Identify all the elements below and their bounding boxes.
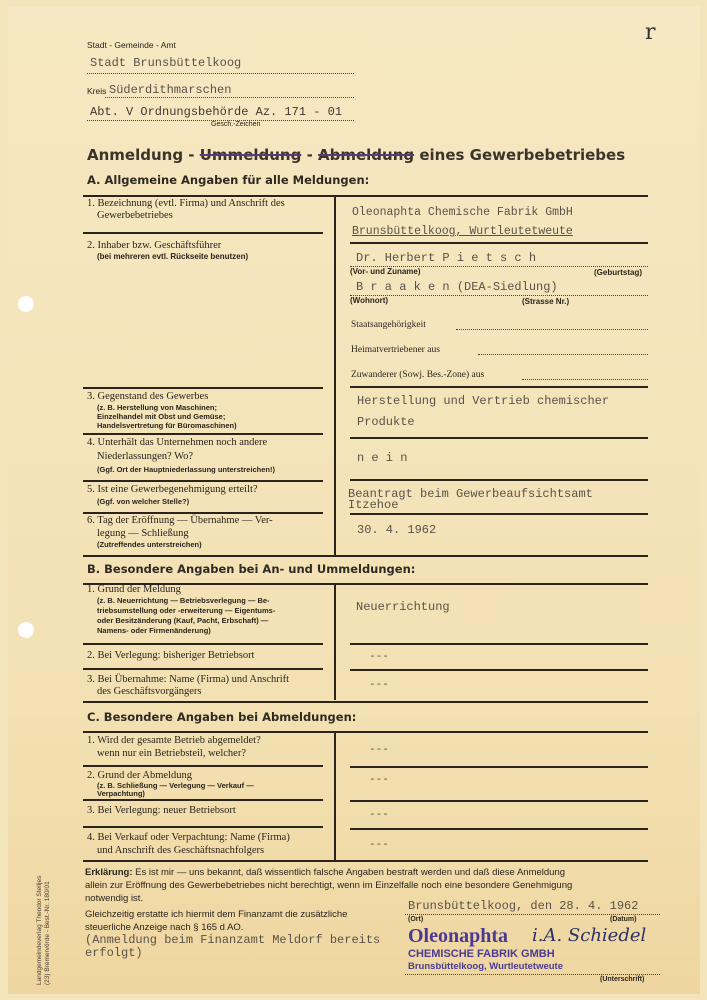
c2-note: (z. B. Schließung — Verlegung — Verkauf — Verpachtung) (97, 781, 254, 798)
form-title: Anmeldung - Ummeldung - Abmeldung eines Gewerbebetriebes (87, 146, 626, 164)
b1-note: (z. B. Neuerrichtung — Betriebsverlegung — Be- triebsumstellung oder -erweiterung — Eigentums- oder Besitzänderung (Kauf, Pacht, Erbschaft) — Namens- oder Firmenänderung) (97, 596, 276, 635)
a1-value: Brunsbüttelkoog, Wurtleutetweute (352, 225, 573, 238)
immigrant-field (522, 379, 648, 380)
birthday-label: (Geburtstag) (594, 268, 642, 277)
b2-label: 2. Bei Verlegung: bisheriger Betriebsort (87, 650, 255, 661)
section-a-heading: A. Allgemeine Angaben für alle Meldungen: (87, 173, 370, 187)
a5-note: (Ggf. von welcher Stelle?) (97, 497, 190, 506)
a4-note: (Ggf. Ort der Hauptniederlassung unterstreichen!) (97, 465, 275, 474)
a2-label: 2. Inhaber bzw. Geschäftsführer (87, 240, 222, 251)
c1-label: wenn nur ein Betriebsteil, welcher? (97, 748, 246, 759)
a2-note: (bei mehreren evtl. Rückseite benutzen) (97, 252, 249, 261)
rule (350, 242, 648, 244)
rule (83, 668, 323, 670)
c4-label: 4. Bei Verkauf oder Verpachtung: Name (Firma) (87, 832, 290, 843)
a1-label: Gewerbebetriebes (97, 210, 173, 221)
handwritten-mark: r (645, 20, 656, 45)
rule (83, 860, 648, 862)
rule (83, 232, 323, 234)
rule (350, 766, 648, 768)
rule (83, 387, 323, 389)
rule (83, 195, 648, 197)
rule (350, 800, 648, 802)
rule (83, 555, 648, 557)
c2-value: --- (369, 774, 389, 786)
company-stamp: Oleonaphta (408, 925, 509, 947)
company-stamp: CHEMISCHE FABRIK GMBH (408, 948, 555, 960)
rule (350, 479, 648, 481)
nationality-label: Staatsangehörigkeit (351, 320, 426, 330)
authority-value: Stadt Brunsbüttelkoog (90, 56, 242, 70)
a6-note: (Zutreffendes unterstreichen) (97, 540, 202, 549)
tax-notice: Gleichzeitig erstatte ich hiermit dem Finanzamt die zusätzliche steuerliche Anzeige nach § 165 d AO. (85, 909, 348, 933)
rule (83, 731, 648, 733)
rule (83, 643, 323, 645)
a5-value: Beantragt beim Gewerbeaufsichtsamt Itzehoe (348, 487, 593, 512)
tax-note: (Anmeldung beim Finanzamt Meldorf bereits erfolgt) (85, 933, 381, 960)
b2-value: --- (369, 651, 389, 663)
a4-value: n e i n (357, 451, 408, 465)
rule (350, 437, 648, 439)
rule (350, 513, 648, 515)
struck-ummeldung: Ummeldung (199, 146, 302, 164)
rule (350, 386, 648, 388)
a4-label: 4. Unterhält das Unternehmen noch andere (87, 437, 268, 448)
publisher-imprint: Landgemeindeverlag Theodor Stelljes (23) Bremervörde - Best.-Nr. 180/01 (36, 875, 51, 985)
rule (83, 799, 323, 801)
b1-value: Neuerrichtung (356, 600, 450, 614)
district-value: Süderdithmarschen (109, 83, 232, 97)
place-label: (Ort) (408, 916, 424, 923)
date-label: (Datum) (610, 916, 637, 923)
a1-value: Oleonaphta Chemische Fabrik GmbH (352, 206, 573, 219)
b1-label: 1. Grund der Meldung (87, 584, 181, 595)
column-divider (334, 731, 336, 861)
punch-hole (18, 296, 34, 312)
section-b-heading: B. Besondere Angaben bei An- und Ummeldungen: (87, 562, 416, 576)
owner-name-label: (Vor- und Zuname) (350, 267, 421, 276)
b3-label: 3. Bei Übernahme: Name (Firma) und Anschrift (87, 674, 290, 685)
a6-value: 30. 4. 1962 (357, 523, 437, 537)
column-divider (334, 195, 336, 555)
a5-label: 5. Ist eine Gewerbegenehmigung erteilt? (87, 484, 258, 495)
place-date-value: Brunsbüttelkoog, den 28. 4. 1962 (408, 899, 639, 913)
reference-label: Gesch.-Zeichen (211, 121, 261, 128)
a3-label: 3. Gegenstand des Gewerbes (87, 391, 209, 402)
rule (83, 826, 323, 828)
rule (83, 512, 323, 514)
handwritten-signature: i.A. Schiedel (532, 925, 647, 946)
dotted-line (105, 97, 354, 98)
c1-value: --- (369, 744, 389, 756)
dotted-line (350, 295, 648, 296)
rule (83, 701, 648, 703)
residence-value: B r a a k e n (DEA-Siedlung) (356, 280, 558, 294)
dotted-line (87, 73, 354, 74)
a3-value: Produkte (357, 415, 415, 429)
company-stamp: Brunsbüttelkoog, Wurtleutetweute (408, 961, 563, 972)
c2-label: 2. Grund der Abmeldung (87, 770, 192, 781)
a3-note: (z. B. Herstellung von Maschinen; Einzelhandel mit Obst und Gemüse; Handelsvertretung für Büromaschinen) (97, 403, 237, 430)
immigrant-label: Zuwanderer (Sowj. Bes.-Zone) aus (351, 370, 485, 380)
declaration: Erklärung: Es ist mir — uns bekannt, daß wissentlich falsche Angaben bestraft werden und daß diese Anmeldung allein zur Eröffnung des Gewerbebetriebes nicht berechtigt, wenn im Einzelfalle noch eine besondere Genehmigung notwendig ist. (85, 867, 573, 904)
a6-label: legung — Schließung (97, 528, 189, 539)
section-c-heading: C. Besondere Angaben bei Abmeldungen: (87, 710, 357, 724)
owner-name: Dr. Herbert P i e t s c h (356, 251, 537, 265)
expellee-label: Heimatvertriebener aus (351, 345, 440, 355)
district-label: Kreis (87, 86, 107, 96)
signature-label: (Unterschrift) (600, 976, 645, 983)
a1-label: 1. Bezeichnung (evtl. Firma) und Anschrift des (87, 198, 285, 209)
b3-value: --- (369, 679, 389, 691)
c3-value: --- (369, 809, 389, 821)
b3-label: des Geschäftsvorgängers (97, 686, 202, 697)
rule (83, 480, 323, 482)
a4-label: Niederlassungen? Wo? (97, 451, 194, 462)
rule (350, 828, 648, 830)
rule (83, 765, 323, 767)
street-label: (Strasse Nr.) (522, 297, 570, 306)
c4-value: --- (369, 839, 389, 851)
column-divider (334, 583, 336, 700)
a3-value: Herstellung und Vertrieb chemischer (357, 394, 610, 408)
nationality-field (456, 329, 648, 330)
punch-hole (18, 622, 34, 638)
rule (83, 433, 323, 435)
expellee-field (478, 354, 648, 355)
struck-abmeldung: Abmeldung (318, 146, 415, 164)
reference-value: Abt. V Ordnungsbehörde Az. 171 - 01 (90, 105, 343, 119)
a6-label: 6. Tag der Eröffnung — Übernahme — Ver- (87, 515, 273, 526)
rule (350, 669, 648, 671)
rule (350, 643, 648, 645)
c1-label: 1. Wird der gesamte Betrieb abgemeldet? (87, 735, 261, 746)
c4-label: und Anschrift des Geschäftsnachfolgers (97, 845, 265, 856)
residence-label: (Wohnort) (350, 296, 389, 305)
authority-label: Stadt - Gemeinde - Amt (87, 40, 176, 50)
c3-label: 3. Bei Verlegung: neuer Betriebsort (87, 805, 236, 816)
